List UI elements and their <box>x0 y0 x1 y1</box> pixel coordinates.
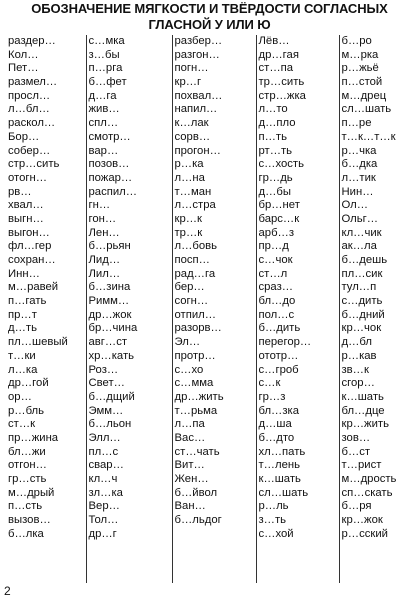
word-item: отпил… <box>174 308 217 321</box>
word-item: фл…гер <box>8 240 52 253</box>
word-item: пл…шевый <box>8 336 68 349</box>
word-item: спл… <box>88 117 119 130</box>
word-item: л…ка <box>8 363 38 376</box>
word-item: пр…д <box>258 240 289 253</box>
word-item: пол…с <box>258 308 295 321</box>
word-item: ор… <box>8 390 32 403</box>
word-item: б…лка <box>8 527 44 540</box>
word-item: гон… <box>88 212 117 225</box>
word-item: ст…па <box>258 62 294 75</box>
word-item: Пет… <box>8 62 39 75</box>
word-item: хвал… <box>8 199 44 212</box>
word-item: хр…кать <box>88 349 135 362</box>
word-item: зл…ка <box>88 486 123 499</box>
word-item: Лил… <box>88 267 121 280</box>
word-item: кл…чик <box>341 226 382 239</box>
page-title <box>0 1 419 33</box>
word-item: Инн… <box>8 267 40 280</box>
word-item: раскол… <box>8 117 56 130</box>
word-item: ототр… <box>258 349 299 362</box>
word-item: р…сский <box>341 527 388 540</box>
word-item: рт…ть <box>258 144 293 157</box>
word-item: т…к…т…к <box>341 130 396 143</box>
word-item: согн… <box>174 295 209 308</box>
word-item: тул…п <box>341 281 377 294</box>
word-item: бер… <box>174 281 205 294</box>
word-item: авг…ст <box>88 336 128 349</box>
word-item: с…хой <box>258 527 294 540</box>
word-item: бл…зка <box>258 404 300 417</box>
word-item: к…лак <box>174 117 209 130</box>
word-item: м…дрость <box>341 473 397 485</box>
word-item: пр…жина <box>8 431 59 444</box>
word-item: б…ст <box>341 445 371 458</box>
word-item: б…дщий <box>88 390 135 403</box>
word-item: барс…к <box>258 212 300 225</box>
word-item: л…стра <box>174 199 216 212</box>
word-item: гн… <box>88 199 111 212</box>
word-item: р…ка <box>174 158 204 171</box>
word-item: сраз… <box>258 281 294 294</box>
word-item: б…зина <box>88 281 131 294</box>
word-item: отгон… <box>8 459 47 472</box>
word-column-3 <box>172 35 256 583</box>
word-item: р…чка <box>341 144 377 157</box>
word-item: кр…жок <box>341 514 383 527</box>
word-item: Тол… <box>88 514 119 527</box>
word-item: перегор… <box>258 336 312 349</box>
word-item: сгор… <box>341 377 375 390</box>
word-item: с…дить <box>341 295 383 308</box>
page-title-line-1: ОБОЗНАЧЕНИЕ МЯГКОСТИ И ТВЁРДОСТИ СОГЛАСНЫХ <box>31 1 388 16</box>
word-item: б…дто <box>258 431 295 444</box>
word-item: вызов… <box>8 514 51 527</box>
word-item: пожар… <box>88 171 133 184</box>
word-item: с…хо <box>174 363 204 376</box>
word-item: Роз… <box>88 363 119 376</box>
word-item: т…ман <box>174 185 212 198</box>
word-item: п…рга <box>88 62 123 75</box>
word-item: Вас… <box>174 431 206 444</box>
word-item: др…жок <box>88 308 132 321</box>
word-item: Вер… <box>88 500 120 513</box>
word-item: р…кав <box>341 349 377 362</box>
word-item: м…дрый <box>8 486 55 499</box>
word-item: гр…дь <box>258 171 293 184</box>
word-item: р…бль <box>8 404 45 417</box>
word-item: б…дний <box>341 308 385 321</box>
word-item: др…гой <box>8 377 49 390</box>
word-item: д…бл <box>341 336 372 349</box>
word-item: с…к <box>258 377 281 390</box>
word-item: тр…к <box>174 226 203 239</box>
word-item: стр…жка <box>258 89 306 102</box>
word-item: жив… <box>88 103 120 116</box>
word-item: кр…к <box>174 212 202 225</box>
word-item: выгон… <box>8 226 50 239</box>
word-item: п…сть <box>8 500 43 513</box>
word-item: пл…с <box>88 445 119 458</box>
word-item: протр… <box>174 349 216 362</box>
word-item: т…рист <box>341 459 382 472</box>
word-item: д…га <box>88 89 117 102</box>
word-item: м…дрец <box>341 89 387 102</box>
word-item: Ван… <box>174 500 206 513</box>
word-item: б…льон <box>88 418 132 431</box>
word-item: с…хость <box>258 158 304 171</box>
word-item: бл…дце <box>341 404 385 417</box>
word-item: бр…нет <box>258 199 300 212</box>
word-item: л…па <box>174 418 205 431</box>
word-item: д…бы <box>258 185 291 198</box>
word-item: разгон… <box>174 48 220 61</box>
word-item: Нин… <box>341 185 374 198</box>
word-item: сл…шать <box>258 486 309 499</box>
word-item: с…чок <box>258 254 293 266</box>
word-item: с…гроб <box>258 363 299 376</box>
word-item: выгн… <box>8 212 44 225</box>
word-item: собер… <box>8 144 51 157</box>
word-item: б…дить <box>258 322 301 335</box>
word-item: к…шать <box>258 473 301 485</box>
word-item: л…тик <box>341 171 376 184</box>
word-item: б…фет <box>88 76 127 89</box>
word-item: хл…пать <box>258 445 306 458</box>
word-item: д…ть <box>8 322 37 335</box>
word-item: Жен… <box>174 473 209 485</box>
word-item: Лид… <box>88 254 121 266</box>
word-item: т…рьма <box>174 404 218 417</box>
word-item: бл…до <box>258 295 296 308</box>
word-item: т…лень <box>258 459 300 472</box>
word-item: ст…к <box>8 418 36 431</box>
word-item: разорв… <box>174 322 222 335</box>
word-item: позов… <box>88 158 130 171</box>
word-item: стр…сить <box>8 158 60 171</box>
word-item: тр…сить <box>258 76 305 89</box>
word-item: ст…л <box>258 267 288 280</box>
word-item: п…гать <box>8 295 47 308</box>
word-item: м…равей <box>8 281 59 294</box>
word-column-1 <box>6 35 86 583</box>
word-item: др…гая <box>258 48 299 61</box>
word-item: л…бовь <box>174 240 218 253</box>
word-item: к…шать <box>341 390 384 403</box>
word-item: Римм… <box>88 295 130 308</box>
word-item: прогон… <box>174 144 221 157</box>
word-item: с…мка <box>88 35 125 47</box>
word-item: т…ки <box>8 349 36 362</box>
word-item: л…бл… <box>8 103 50 116</box>
word-item: п…ть <box>258 130 287 143</box>
word-item: разбер… <box>174 35 223 47</box>
word-item: Лёв… <box>258 35 290 47</box>
word-item: б…дка <box>341 158 378 171</box>
word-item: з…бы <box>88 48 120 61</box>
word-item: б…льдог <box>174 514 222 527</box>
word-item: Бор… <box>8 130 40 143</box>
word-item: п…стой <box>341 76 383 89</box>
word-item: р…жьё <box>341 62 379 75</box>
word-item: Эмм… <box>88 404 124 417</box>
word-item: пл…сик <box>341 267 383 280</box>
word-item: п…ре <box>341 117 372 130</box>
word-item: гр…сть <box>8 473 47 485</box>
word-item: смотр… <box>88 130 131 143</box>
word-item: просл… <box>8 89 51 102</box>
word-item: кл…ч <box>88 473 118 485</box>
word-item: Лен… <box>88 226 120 239</box>
word-item: б…ря <box>341 500 372 513</box>
word-item: бр…чина <box>88 322 138 335</box>
word-item: сп…скать <box>341 486 393 499</box>
word-item: ст…чать <box>174 445 220 458</box>
word-item: зв…к <box>341 363 369 376</box>
word-item: Эл… <box>174 336 201 349</box>
word-item: Ольг… <box>341 212 379 225</box>
word-item: кр…г <box>174 76 202 89</box>
word-item: з…ть <box>258 514 287 527</box>
word-item: Вит… <box>174 459 205 472</box>
word-item: рв… <box>8 185 32 198</box>
word-item: гр…з <box>258 390 286 403</box>
word-item: м…рка <box>341 48 379 61</box>
word-item: б…дешь <box>341 254 388 266</box>
word-item: арб…з <box>258 226 295 239</box>
word-item: р…ль <box>258 500 289 513</box>
word-item: размел… <box>8 76 58 89</box>
word-item: Свет… <box>88 377 125 390</box>
word-item: похвал… <box>174 89 223 102</box>
page-number: 2 <box>4 584 11 598</box>
word-item: др…жить <box>174 390 224 403</box>
word-item: напил… <box>174 103 218 116</box>
word-item: б…рьян <box>88 240 131 253</box>
word-item: зов… <box>341 431 371 444</box>
word-item: сл…шать <box>341 103 392 116</box>
word-item: б…йвол <box>174 486 218 499</box>
word-item: Ол… <box>341 199 369 212</box>
word-item: д…ша <box>258 418 292 431</box>
page-title-line-2: ГЛАСНОЙ У ИЛИ Ю <box>148 17 271 32</box>
word-item: посп… <box>174 254 210 266</box>
word-column-5 <box>339 35 414 583</box>
word-item: л…на <box>174 171 205 184</box>
word-item: пр…т <box>8 308 37 321</box>
word-item: бл…жи <box>8 445 46 458</box>
word-item: сохран… <box>8 254 56 266</box>
word-item: рад…га <box>174 267 216 280</box>
word-item: Элл… <box>88 431 121 444</box>
word-item: кр…жить <box>341 418 389 431</box>
word-item: распил… <box>88 185 138 198</box>
word-item: погн… <box>174 62 209 75</box>
word-item: раздер… <box>8 35 56 47</box>
word-table <box>6 35 414 583</box>
word-item: свар… <box>88 459 124 472</box>
word-item: вар… <box>88 144 119 157</box>
word-table-row <box>6 35 414 583</box>
word-item: ак…ла <box>341 240 377 253</box>
word-item: сорв… <box>174 130 211 143</box>
word-item: кр…чок <box>341 322 382 335</box>
word-item: б…ро <box>341 35 372 47</box>
word-item: л…то <box>258 103 288 116</box>
word-column-2 <box>86 35 172 583</box>
word-item: др…г <box>88 527 117 540</box>
word-item: д…пло <box>258 117 296 130</box>
word-item: с…мма <box>174 377 214 390</box>
word-column-4 <box>256 35 339 583</box>
word-item: отогн… <box>8 171 48 184</box>
word-item: Кол… <box>8 48 39 61</box>
